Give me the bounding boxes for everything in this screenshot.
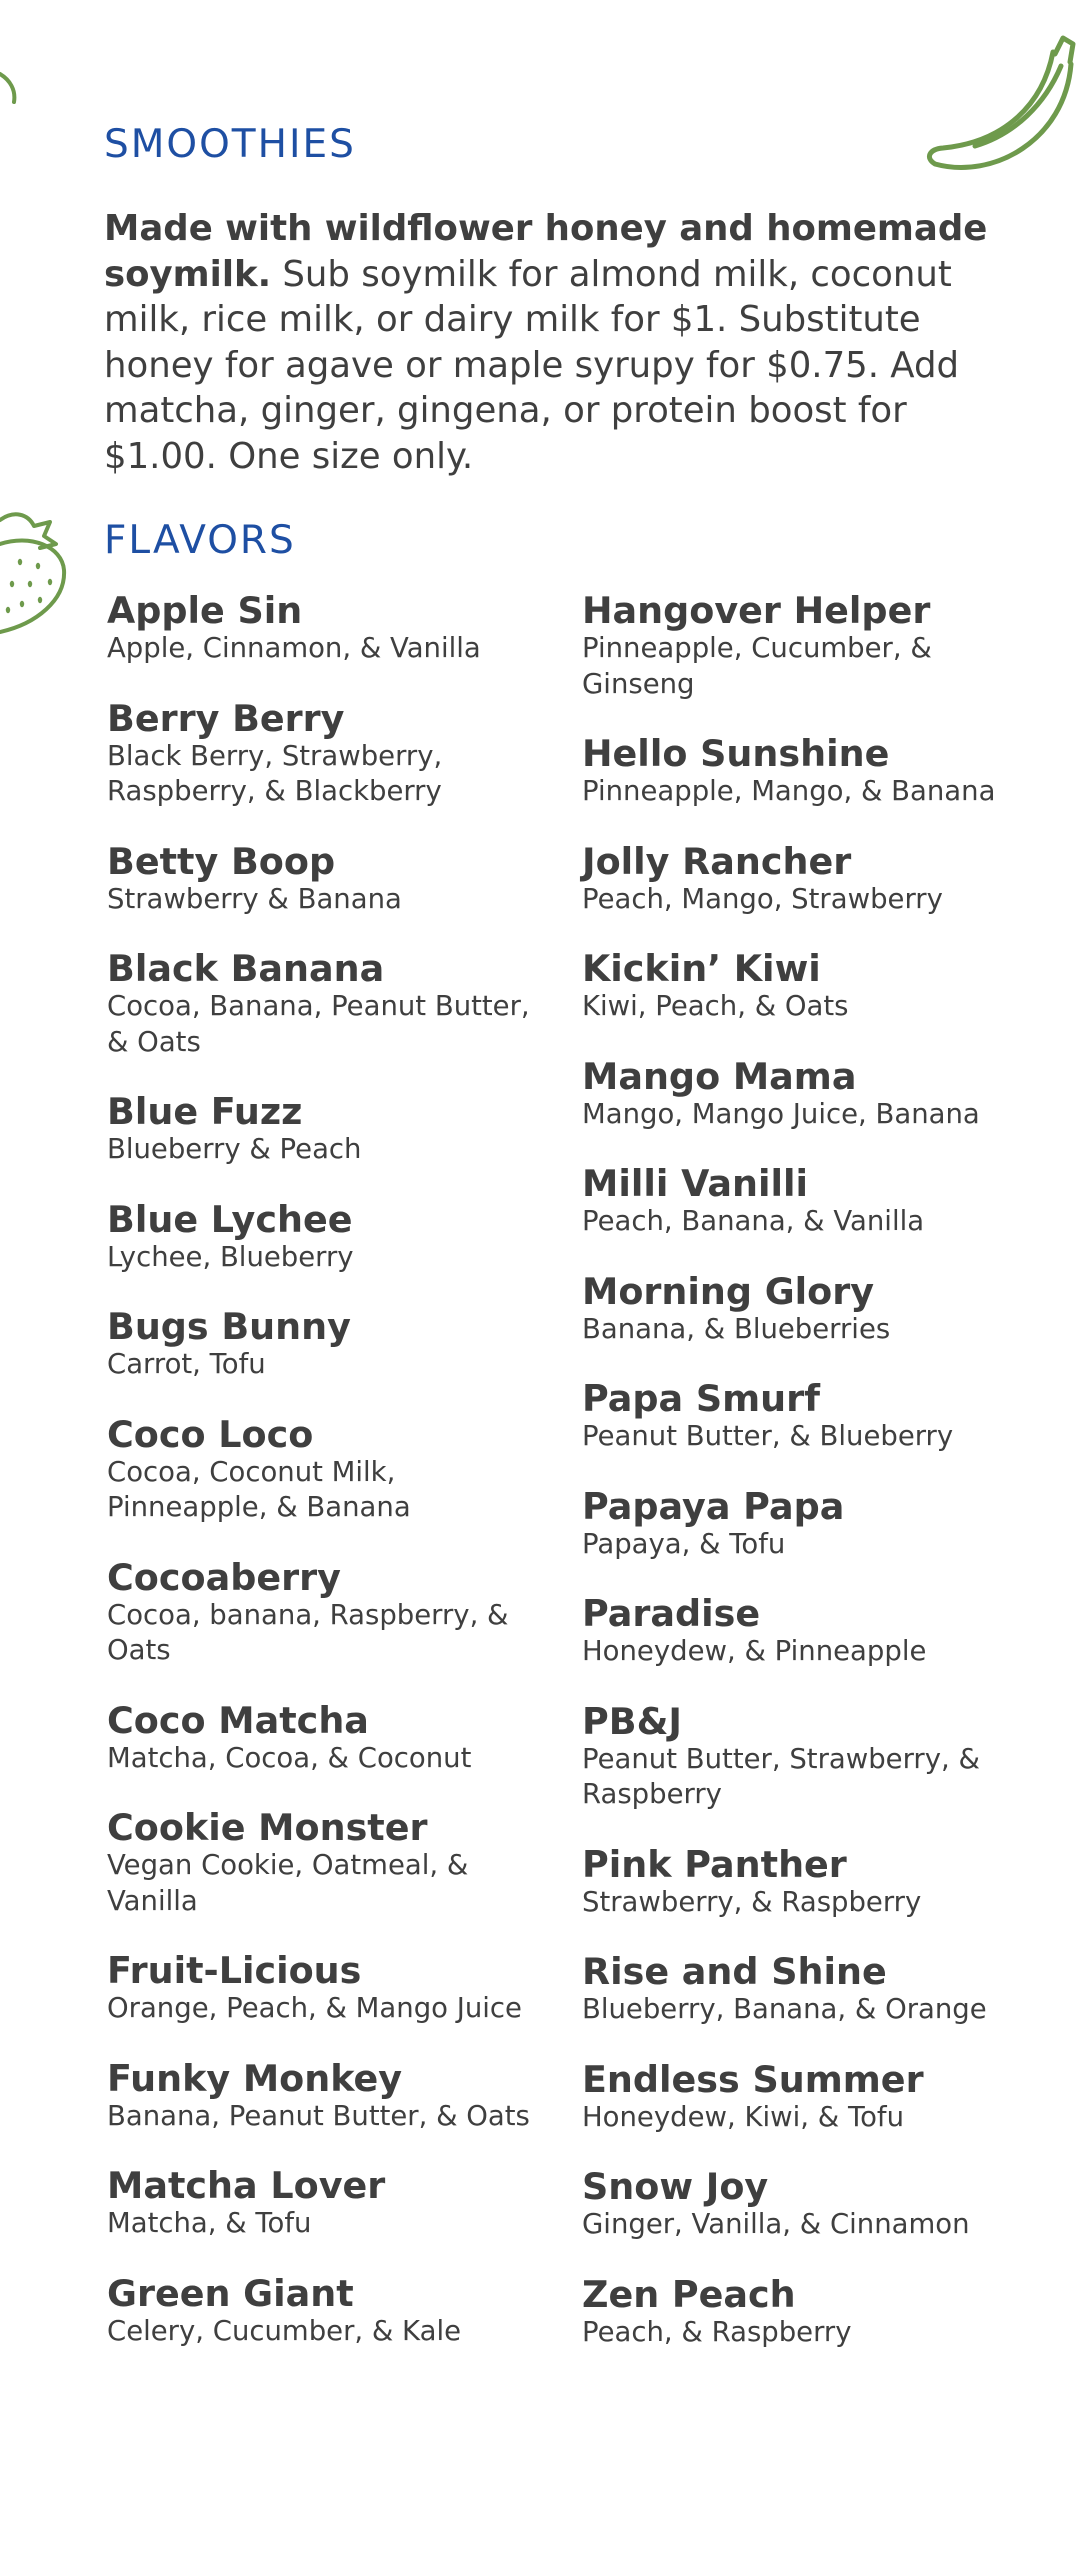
page-title: SMOOTHIES — [104, 122, 356, 167]
flavor-name: Matcha Lover — [107, 2164, 386, 2207]
flavor-item — [582, 2274, 1052, 2351]
flavor-ingredients: Apple, Cinnamon, & Vanilla — [107, 632, 481, 664]
flavor-name: Hello Sunshine — [582, 732, 890, 775]
flavor-ingredients: Cocoa, banana, Raspberry, & Oats — [107, 1598, 509, 1666]
flavor-item — [107, 1807, 557, 1919]
intro-bold-text: Made with wildflower honey and homemade soymilk. — [104, 208, 988, 295]
flavor-ingredients: Peanut Butter, Strawberry, & Raspberry — [582, 1742, 980, 1810]
flavor-item — [582, 1486, 1052, 1563]
flavor-ingredients: Peanut Butter, & Blueberry — [582, 1420, 954, 1452]
flavor-ingredients: Lychee, Blueberry — [107, 1240, 354, 1273]
flavor-name: Coco Loco — [107, 1412, 314, 1456]
flavor-item — [582, 733, 1052, 810]
flavor-item — [107, 1557, 557, 1669]
flavor-name: Rise and Shine — [582, 1950, 887, 1993]
flavor-item — [582, 1593, 1052, 1670]
flavor-item — [582, 1271, 1052, 1348]
flavor-item — [107, 841, 557, 918]
flavor-name: Zen Peach — [582, 2272, 796, 2316]
flavor-item — [107, 1700, 557, 1777]
flavor-item — [582, 2166, 1052, 2243]
flavor-ingredients: Ginger, Vanilla, & Cinnamon — [582, 2208, 970, 2240]
strawberry-icon — [0, 500, 70, 635]
flavor-ingredients: Carrot, Tofu — [107, 1348, 266, 1380]
flavor-ingredients: Cocoa, Banana, Peanut Butter, & Oats — [107, 990, 530, 1058]
flavor-item — [107, 948, 557, 1060]
flavor-name: Mango Mama — [582, 1054, 857, 1098]
flavor-name: Fruit-Licious — [107, 1949, 362, 1992]
flavor-ingredients: Honeydew, Kiwi, & Tofu — [582, 2100, 905, 2133]
flavor-name: Kickin’ Kiwi — [582, 947, 821, 990]
flavor-ingredients: Banana, & Blueberries — [582, 1312, 891, 1345]
intro-paragraph — [104, 206, 1024, 480]
flavor-ingredients: Matcha, & Tofu — [107, 2207, 312, 2239]
flavor-name: Papaya Papa — [582, 1484, 845, 1528]
flavor-name: Paradise — [582, 1592, 761, 1635]
flavor-ingredients: Pinneapple, Cucumber, & Ginseng — [582, 632, 932, 700]
flavor-name: Cookie Monster — [107, 1806, 428, 1849]
flavor-item — [107, 1950, 557, 2027]
flavor-name: PB&J — [582, 1699, 682, 1743]
flavor-item — [582, 1056, 1052, 1133]
flavor-ingredients: Mango, Mango Juice, Banana — [582, 1097, 980, 1130]
flavor-item — [582, 948, 1052, 1025]
flavor-name: Cocoaberry — [107, 1555, 341, 1599]
flavor-ingredients: Peach, Mango, Strawberry — [582, 882, 943, 915]
flavor-column-left — [107, 590, 557, 2380]
flavor-ingredients: Peach, & Raspberry — [582, 2315, 852, 2348]
flavor-name: Pink Panther — [582, 1842, 847, 1886]
flavor-name: Morning Glory — [582, 1269, 875, 1313]
flavor-item — [107, 1091, 557, 1168]
flavor-item — [107, 1199, 557, 1276]
flavor-item — [582, 1163, 1052, 1240]
flavor-item — [107, 1414, 557, 1526]
flavor-ingredients: Cocoa, Coconut Milk, Pinneapple, & Banana — [107, 1455, 411, 1523]
flavor-item — [107, 1306, 557, 1383]
flavor-name: Black Banana — [107, 947, 385, 990]
flavor-item — [582, 841, 1052, 918]
flavor-ingredients: Blueberry, Banana, & Orange — [582, 1993, 987, 2025]
flavor-name: Endless Summer — [582, 2057, 924, 2101]
flavor-ingredients: Strawberry, & Raspberry — [582, 1885, 922, 1918]
flavor-name: Coco Matcha — [107, 1698, 369, 1742]
flavor-ingredients: Honeydew, & Pinneapple — [582, 1635, 927, 1667]
flavor-item — [107, 2165, 557, 2242]
flavor-column-right — [582, 590, 1052, 2381]
flavor-item — [582, 1701, 1052, 1813]
flavor-item — [107, 2058, 557, 2135]
flavor-name: Betty Boop — [107, 839, 336, 883]
flavor-ingredients: Blueberry & Peach — [107, 1133, 362, 1165]
flavor-name: Jolly Rancher — [582, 839, 852, 883]
flavor-name: Bugs Bunny — [107, 1305, 351, 1348]
flavor-item — [107, 698, 557, 810]
flavor-item — [107, 590, 557, 667]
flavor-ingredients: Banana, Peanut Butter, & Oats — [107, 2099, 530, 2132]
flavor-ingredients: Pinneapple, Mango, & Banana — [582, 775, 996, 807]
flavor-ingredients: Matcha, Cocoa, & Coconut — [107, 1741, 472, 1774]
flavor-ingredients: Peach, Banana, & Vanilla — [582, 1205, 925, 1237]
flavor-ingredients: Strawberry & Banana — [107, 882, 402, 915]
flavor-ingredients: Black Berry, Strawberry, Raspberry, & Blackberry — [107, 739, 443, 807]
banana-icon — [915, 30, 1085, 180]
flavor-ingredients: Papaya, & Tofu — [582, 1527, 786, 1560]
flavor-ingredients: Orange, Peach, & Mango Juice — [107, 1992, 522, 2024]
flavor-name: Blue Fuzz — [107, 1090, 303, 1133]
flavor-ingredients: Celery, Cucumber, & Kale — [107, 2314, 462, 2347]
flavor-item — [107, 2273, 557, 2350]
flavor-name: Papa Smurf — [582, 1377, 821, 1420]
flavor-ingredients: Kiwi, Peach, & Oats — [582, 990, 849, 1022]
flavor-name: Funky Monkey — [107, 2056, 403, 2100]
flavor-item — [582, 2059, 1052, 2136]
flavor-item — [582, 1844, 1052, 1921]
flavor-name: Apple Sin — [107, 589, 303, 632]
flavor-item — [582, 1951, 1052, 2028]
flavor-name: Berry Berry — [107, 696, 345, 740]
flavor-ingredients: Vegan Cookie, Oatmeal, & Vanilla — [107, 1849, 469, 1917]
flavors-heading: FLAVORS — [104, 518, 296, 563]
flavor-item — [582, 590, 1052, 702]
flavor-name: Milli Vanilli — [582, 1162, 808, 1205]
flavor-name: Blue Lychee — [107, 1197, 353, 1241]
intro-text: Sub soymilk for almond milk, coconut milk, rice milk, or dairy milk for $1. Substitute honey for agave or maple syrupy for $0.75. Add matcha, ginger, gingena, or protein boost for $1.00. One size only. — [104, 253, 960, 477]
flavor-name: Green Giant — [107, 2271, 354, 2315]
flavor-name: Hangover Helper — [582, 589, 931, 632]
leaf-icon — [0, 60, 30, 110]
flavor-item — [582, 1378, 1052, 1455]
flavor-name: Snow Joy — [582, 2165, 769, 2208]
